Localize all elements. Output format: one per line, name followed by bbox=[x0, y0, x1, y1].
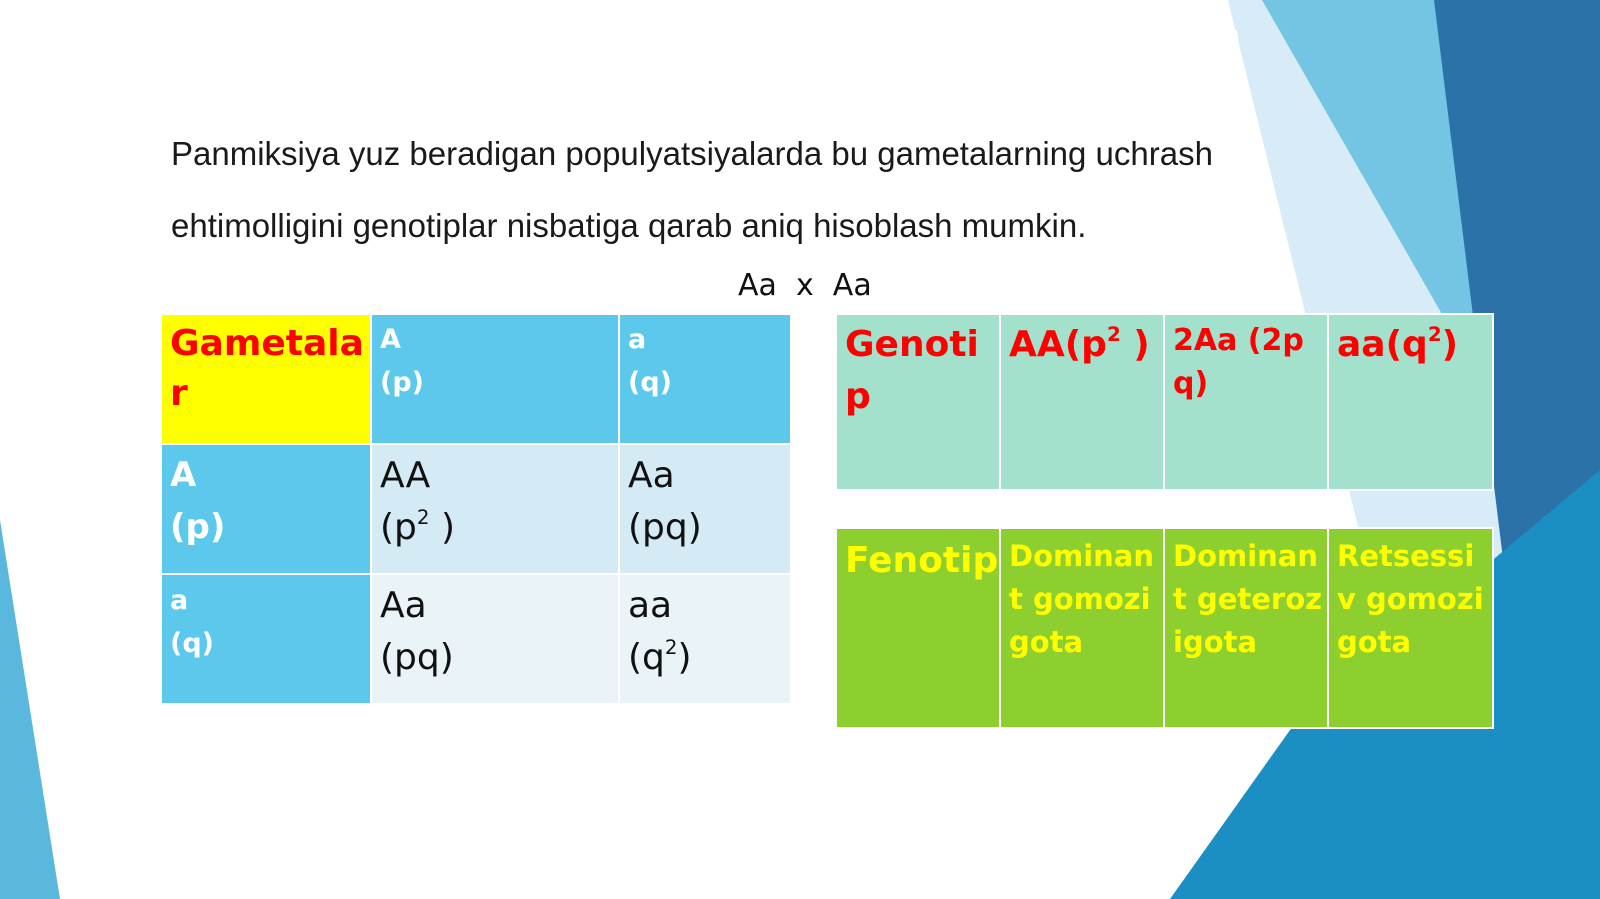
cell-AA-genotype: AA bbox=[380, 455, 431, 496]
phenotype-dominant-homozygous: Dominant gomozigota bbox=[1000, 528, 1164, 728]
phenotype-label: Fenotip bbox=[836, 528, 1000, 728]
punnett-row-A bbox=[161, 444, 791, 574]
genotype-label: Genotip bbox=[836, 314, 1000, 490]
genotype-table bbox=[835, 313, 1494, 491]
cell-Aa-top-genotype: Aa bbox=[628, 455, 675, 496]
genotype-2Aa: 2Aa (2pq) bbox=[1164, 314, 1328, 490]
genotype-AA-sup: 2 bbox=[1106, 323, 1121, 347]
freq-post: ) bbox=[429, 507, 455, 548]
cell-Aa-bottom-genotype: Aa bbox=[380, 585, 427, 626]
punnett-square bbox=[160, 313, 792, 705]
freq-pre: (p bbox=[380, 507, 417, 548]
row-A-frequency: (p) bbox=[170, 507, 226, 547]
freq-sup: 2 bbox=[416, 506, 430, 530]
row-a-frequency: (q) bbox=[170, 628, 215, 659]
cell-Aa-bottom bbox=[371, 574, 619, 704]
genotype-AA-post: ) bbox=[1120, 324, 1150, 365]
phenotype-recessive-homozygous: Retsessiv gomozigota bbox=[1328, 528, 1493, 728]
gamete-A-frequency: (p) bbox=[380, 367, 425, 398]
cross-formula: Aa x Aa bbox=[738, 268, 872, 303]
freq-post: ) bbox=[677, 637, 692, 678]
row-A-allele: A bbox=[170, 455, 197, 495]
decor-left-wedge bbox=[0, 520, 60, 899]
cell-AA bbox=[371, 444, 619, 574]
genotype-aa bbox=[1328, 314, 1493, 490]
gamete-a-allele: a bbox=[628, 324, 647, 355]
gamete-A-header bbox=[371, 314, 619, 444]
genotype-AA bbox=[1000, 314, 1164, 490]
punnett-row-a bbox=[161, 574, 791, 704]
cell-Aa-top-frequency: (pq) bbox=[628, 507, 702, 548]
genotype-AA-pre: AA(p bbox=[1009, 324, 1107, 365]
cell-Aa-bottom-frequency: (pq) bbox=[380, 637, 454, 678]
punnett-header-row bbox=[161, 314, 791, 444]
gamete-A-allele: A bbox=[380, 324, 401, 355]
gametes-header: Gametalar bbox=[161, 314, 371, 444]
genotype-aa-post: ) bbox=[1441, 324, 1459, 365]
genotype-aa-pre: aa(q bbox=[1337, 324, 1428, 365]
cell-aa-frequency bbox=[628, 632, 790, 684]
freq-sup: 2 bbox=[664, 636, 678, 660]
intro-paragraph: Panmiksiya yuz beradigan populyatsiyalarda bu gametalarning uchrash ehtimolligini genotiplar nisbatiga qarab aniq hisoblash mumkin. bbox=[171, 135, 1213, 244]
row-a-allele: a bbox=[170, 585, 189, 616]
cell-aa-genotype: aa bbox=[628, 585, 673, 626]
row-a-header bbox=[161, 574, 371, 704]
gamete-a-header bbox=[619, 314, 791, 444]
gamete-a-frequency: (q) bbox=[628, 367, 673, 398]
freq-pre: (q bbox=[628, 637, 665, 678]
cell-aa bbox=[619, 574, 791, 704]
genotype-row bbox=[836, 314, 1493, 490]
row-A-header bbox=[161, 444, 371, 574]
cell-Aa-top bbox=[619, 444, 791, 574]
cell-AA-frequency bbox=[380, 502, 618, 554]
phenotype-dominant-heterozygous: Dominant geterozigota bbox=[1164, 528, 1328, 728]
phenotype-table bbox=[835, 527, 1494, 729]
phenotype-row bbox=[836, 528, 1493, 728]
genotype-aa-sup: 2 bbox=[1427, 323, 1442, 347]
